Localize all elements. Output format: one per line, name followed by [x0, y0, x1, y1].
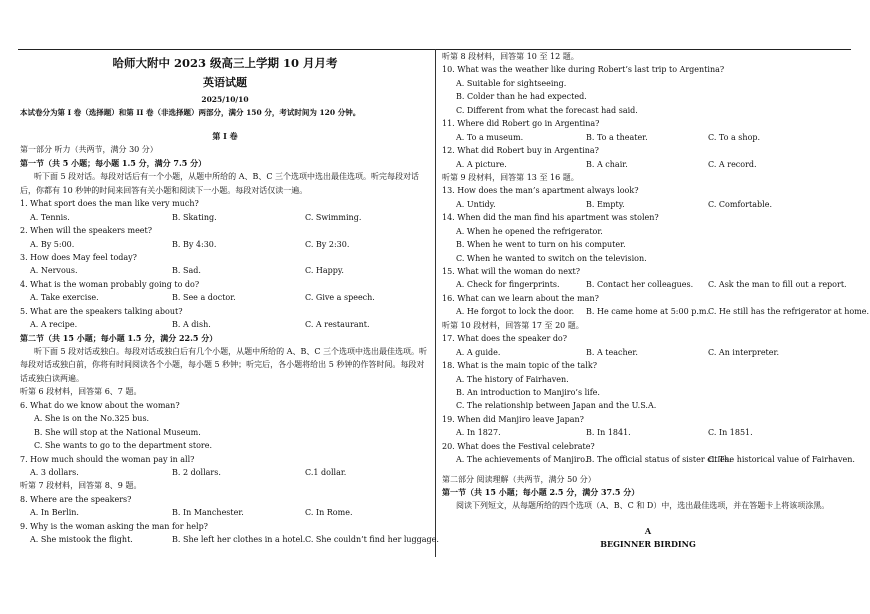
option-c[interactable]: C.1 dollar. [305, 468, 347, 478]
option-c[interactable]: C. Swimming. [305, 212, 362, 222]
material-label: 听第 10 段材料，回答第 17 至 20 题。 [442, 320, 584, 330]
question-stem: 17. What does the speaker do? [442, 334, 568, 344]
option-c[interactable]: C. In Rome. [305, 508, 353, 518]
question-options [442, 453, 854, 466]
question-stem: 15. What will the woman do next? [442, 267, 580, 276]
option-b[interactable]: B. He came home at 5:00 p.m. [586, 307, 709, 317]
option-a[interactable]: A. A guide. [456, 347, 501, 357]
question-stem: 3. How does May feel today? [20, 252, 137, 262]
listening-section2-instructions: 听下面 5 段对话或独白。每段对话或独白后有几个小题，从题中所给的 A、B、C 三个选项中选出最佳选项。听每段对话或独白前，你将有时间阅读各个小题，每小题 5 秒钟；听完后，各小题将给出 5 秒钟的作答时间。每段对话或独白读两遍。 [20, 347, 428, 383]
option-c[interactable]: C. Comfortable. [708, 199, 772, 209]
option-c[interactable]: C. Happy. [305, 266, 344, 276]
option-b[interactable]: B. In 1841. [586, 428, 631, 438]
option-a[interactable]: A. He forgot to lock the door. [456, 307, 575, 317]
question-stem: 12. What did Robert buy in Argentina? [442, 146, 599, 156]
left-column [20, 50, 439, 547]
question-options [20, 318, 430, 331]
exam-title: 哈师大附中 2023 级高三上学期 10 月月考 [112, 56, 338, 70]
question-stem: 19. When did Manjiro leave Japan? [442, 414, 584, 424]
question-stem: 5. What are the speakers talking about? [20, 306, 183, 316]
option-b[interactable]: B. An introduction to Manjiro’s life. [456, 387, 600, 397]
volume-label: 第 I 卷 [212, 131, 238, 141]
option-b[interactable]: B. Empty. [586, 199, 625, 209]
question-options [20, 533, 439, 546]
question-stem: 2. When will the speakers meet? [20, 226, 153, 236]
option-a[interactable]: A. To a museum. [456, 132, 524, 142]
option-b[interactable]: B. By 4:30. [172, 239, 217, 249]
option-c[interactable]: C. By 2:30. [305, 239, 350, 249]
material-label: 听第 7 段材料，回答第 8、9 题。 [20, 481, 142, 491]
option-a[interactable]: A. A recipe. [30, 320, 78, 330]
option-c[interactable]: C. To a shop. [708, 132, 761, 142]
option-c[interactable]: C. When he wanted to switch on the television. [456, 253, 647, 263]
question-options [442, 158, 854, 171]
question-stem: 13. How does the man’s apartment always look? [442, 186, 639, 196]
option-a[interactable]: A. 3 dollars. [30, 468, 79, 478]
passage-title: BEGINNER BIRDING [600, 539, 696, 550]
question-stem: 10. What was the weather like during Robert’s last trip to Argentina? [442, 65, 725, 75]
question-options [20, 211, 430, 224]
question-stem: 16. What can we learn about the man? [442, 293, 599, 303]
option-c[interactable]: C. An interpreter. [708, 347, 779, 357]
question-stem: 4. What is the woman probably going to do? [20, 279, 200, 289]
material-label: 听第 9 段材料，回答第 13 至 16 题。 [442, 172, 579, 182]
question-stem: 14. When did the man find his apartment was stolen? [442, 213, 659, 223]
question-options [20, 506, 430, 519]
option-a[interactable]: A. Nervous. [30, 266, 78, 276]
option-c[interactable]: C. He still has the refrigerator at home. [708, 307, 870, 317]
listening-section2-title: 第二节（共 15 小题；每小题 1.5 分，满分 22.5 分） [20, 332, 218, 343]
exam-subject: 英语试题 [203, 76, 247, 89]
passage-label: A [644, 525, 652, 536]
question-stem: 7. How much should the woman pay in all? [20, 454, 195, 464]
option-a[interactable]: A. The achievements of Manjiro. [456, 455, 588, 465]
option-b[interactable]: B. When he went to turn on his computer. [456, 240, 626, 250]
listening-section1-instructions: 听下面 5 段对话。每段对话后有一个小题，从题中所给的 A、B、C 三个选项中选出最佳选项。听完每段对话后，你都有 10 秒钟的时间来回答有关小题和阅读下一小题。每段对话仅读一遍。 [20, 172, 420, 195]
option-b[interactable]: B. She left her clothes in a hotel. [172, 535, 306, 545]
option-c[interactable]: C. The relationship between Japan and the U.S.A. [456, 401, 657, 411]
question-options [442, 131, 854, 144]
question-options [20, 264, 430, 277]
option-b[interactable]: B. A dish. [172, 320, 211, 330]
question-options [442, 426, 854, 439]
exam-date: 2025/10/10 [201, 95, 249, 104]
option-a[interactable]: A. Check for fingerprints. [456, 280, 560, 290]
option-b[interactable]: B. Colder than he had expected. [456, 92, 587, 102]
question-stem: 18. What is the main topic of the talk? [442, 361, 598, 371]
option-a[interactable]: A. Tennis. [30, 212, 70, 222]
option-b[interactable]: B. She will stop at the National Museum. [34, 427, 201, 437]
option-a[interactable]: A. By 5:00. [30, 239, 75, 249]
option-b[interactable]: B. See a doctor. [172, 293, 236, 303]
option-c[interactable]: C. The historical value of Fairhaven. [708, 455, 855, 465]
option-a[interactable]: A. She is on the No.325 bus. [34, 414, 150, 424]
option-a[interactable]: A. In 1827. [456, 428, 501, 438]
question-stem: 6. What do we know about the woman? [20, 400, 180, 410]
option-c[interactable]: C. In 1851. [708, 428, 753, 438]
option-c[interactable]: C. Ask the man to fill out a report. [708, 280, 847, 290]
option-a[interactable]: A. Take exercise. [30, 293, 99, 303]
option-a[interactable]: A. The history of Fairhaven. [456, 374, 569, 384]
material-label: 听第 6 段材料，回答第 6、7 题。 [20, 387, 142, 397]
option-b[interactable]: B. To a theater. [586, 132, 648, 142]
question-options [442, 346, 854, 359]
question-stem: 9. Why is the woman asking the man for help? [20, 521, 208, 531]
reading-instructions: 阅读下列短文，从每题所给的四个选项（A、B、C 和 D）中，选出最佳选项，并在答题卡上将该项涂黑。 [456, 501, 830, 511]
option-b[interactable]: B. Skating. [172, 212, 217, 222]
reading-section1-title: 第一节（共 15 小题；每小题 2.5 分，满分 37.5 分） [442, 487, 640, 497]
question-options [442, 198, 854, 211]
question-options [442, 278, 854, 291]
option-b[interactable]: B. The official status of sister cities. [586, 455, 732, 465]
listening-part-title: 第一部分 听力（共两节，满分 30 分） [20, 145, 158, 155]
option-a[interactable]: A. In Berlin. [30, 508, 79, 518]
question-stem: 8. Where are the speakers? [20, 494, 132, 504]
question-options [20, 466, 430, 479]
option-b[interactable]: B. Sad. [172, 266, 201, 276]
question-stem: 20. What does the Festival celebrate? [442, 441, 595, 451]
question-options [20, 291, 430, 304]
column-divider [435, 49, 436, 557]
listening-section1-title: 第一节（共 5 小题；每小题 1.5 分，满分 7.5 分） [20, 157, 207, 168]
option-c[interactable]: C. A restaurant. [305, 320, 370, 330]
option-a[interactable]: A. She mistook the flight. [30, 535, 133, 545]
option-c[interactable]: C. A record. [708, 159, 757, 169]
option-a[interactable]: A. A picture. [456, 159, 507, 169]
right-column [442, 50, 870, 552]
option-a[interactable]: A. Suitable for sightseeing. [456, 78, 567, 88]
option-b[interactable]: B. A chair. [586, 159, 628, 169]
option-a[interactable]: A. Untidy. [456, 199, 496, 209]
option-c[interactable]: C. Give a speech. [305, 293, 375, 303]
question-stem: 1. What sport does the man like very much? [20, 199, 199, 209]
question-options [442, 305, 870, 318]
option-b[interactable]: B. Contact her colleagues. [586, 280, 694, 290]
option-b[interactable]: B. 2 dollars. [172, 468, 221, 478]
exam-note: 本试卷分为第 I 卷（选择题）和第 II 卷（非选择题）两部分，满分 150 分，考试时间为 120 分钟。 [20, 108, 361, 117]
option-c[interactable]: C. She couldn’t find her luggage. [305, 535, 439, 545]
option-a[interactable]: A. When he opened the refrigerator. [456, 226, 603, 236]
option-c[interactable]: C. Different from what the forecast had said. [456, 105, 638, 115]
question-options [20, 238, 430, 251]
material-label: 听第 8 段材料，回答第 10 至 12 题。 [442, 52, 579, 61]
option-b[interactable]: B. In Manchester. [172, 508, 244, 518]
option-c[interactable]: C. She wants to go to the department store. [34, 441, 212, 451]
question-stem: 11. Where did Robert go in Argentina? [442, 119, 600, 129]
reading-part-title: 第二部分 阅读理解（共两节，满分 50 分） [442, 474, 596, 484]
option-b[interactable]: B. A teacher. [586, 347, 638, 357]
